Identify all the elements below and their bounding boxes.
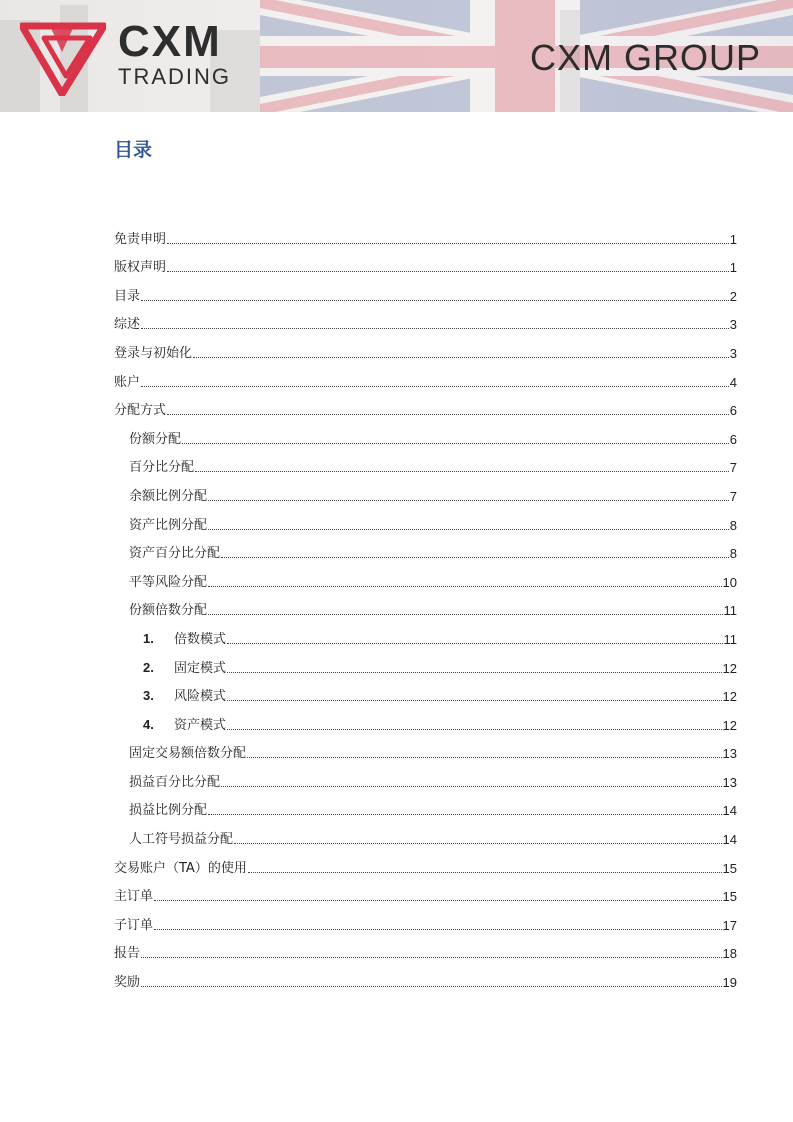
toc-entry-title xyxy=(129,775,220,791)
toc-entry-label: 百分比分配 xyxy=(129,460,195,476)
toc-entry-number: 3. xyxy=(143,688,154,704)
table-of-contents xyxy=(114,219,737,991)
toc-entry[interactable] xyxy=(114,362,737,391)
toc-entry[interactable] xyxy=(114,448,737,477)
dot-leader xyxy=(141,386,729,387)
toc-entry-page: 1 xyxy=(729,231,737,247)
toc-entry-title xyxy=(114,346,192,362)
toc-entry[interactable] xyxy=(114,333,737,362)
toc-entry-title xyxy=(114,946,140,962)
toc-entry-label: 免责申明 xyxy=(114,231,167,247)
toc-entry-number: 4. xyxy=(143,716,154,732)
toc-entry-label: 资产模式 xyxy=(174,717,227,733)
toc-entry-label: 奖励 xyxy=(114,975,141,991)
toc-entry[interactable] xyxy=(114,505,737,534)
toc-entry-label: 固定模式 xyxy=(174,660,227,676)
dot-leader xyxy=(208,586,722,587)
toc-entry-title xyxy=(114,918,153,934)
dot-leader xyxy=(227,729,722,730)
toc-entry-title xyxy=(129,518,207,534)
toc-entry-label: 风险模式 xyxy=(174,689,227,705)
toc-entry[interactable] xyxy=(114,276,737,305)
toc-entry-page: 6 xyxy=(729,431,737,447)
dot-leader xyxy=(227,700,722,701)
toc-entry-label: 平等风险分配 xyxy=(129,574,208,590)
toc-entry-number: 1. xyxy=(143,630,154,646)
toc-entry-title xyxy=(129,575,207,591)
toc-entry-page: 7 xyxy=(729,460,737,476)
dot-leader xyxy=(227,643,722,644)
toc-entry-page: 10 xyxy=(722,574,737,590)
dot-leader xyxy=(247,757,722,758)
toc-entry-title xyxy=(143,688,226,705)
dot-leader xyxy=(193,357,729,358)
dot-leader xyxy=(167,243,729,244)
toc-entry[interactable] xyxy=(114,934,737,963)
toc-entry-page: 8 xyxy=(729,546,737,562)
dot-leader xyxy=(195,471,729,472)
group-title: CXM GROUP xyxy=(529,37,761,78)
toc-entry-title xyxy=(114,232,166,248)
toc-entry-label: 交易账户（TA）的使用 xyxy=(114,860,247,876)
dot-leader xyxy=(141,328,729,329)
toc-entry-label: 报告 xyxy=(114,946,141,962)
toc-entry-label: 份额倍数分配 xyxy=(129,603,208,619)
toc-entry-title xyxy=(129,603,207,619)
toc-entry-page: 17 xyxy=(722,917,737,933)
toc-entry-label: 主订单 xyxy=(114,889,154,905)
toc-entry[interactable] xyxy=(114,534,737,563)
toc-entry-label: 资产比例分配 xyxy=(129,517,208,533)
dot-leader xyxy=(167,414,729,415)
cxm-logo-icon xyxy=(20,20,106,96)
toc-entry-page: 8 xyxy=(729,517,737,533)
toc-entry-page: 3 xyxy=(729,317,737,333)
toc-entry-title xyxy=(143,717,226,734)
toc-entry-page: 18 xyxy=(722,946,737,962)
toc-entry-label: 份额分配 xyxy=(129,431,182,447)
toc-entry[interactable] xyxy=(114,877,737,906)
toc-entry-title xyxy=(129,832,233,848)
dot-leader xyxy=(248,872,722,873)
toc-entry-page: 13 xyxy=(722,746,737,762)
toc-entry[interactable] xyxy=(114,562,737,591)
dot-leader xyxy=(208,614,722,615)
toc-entry-title xyxy=(143,660,226,677)
toc-entry[interactable] xyxy=(114,248,737,277)
dot-leader xyxy=(167,271,729,272)
toc-entry-title xyxy=(114,289,140,305)
toc-entry-page: 6 xyxy=(729,403,737,419)
toc-entry-page: 12 xyxy=(722,689,737,705)
toc-entry-page: 13 xyxy=(722,774,737,790)
toc-entry-title xyxy=(114,975,140,991)
toc-entry-title xyxy=(129,546,220,562)
dot-leader xyxy=(227,672,722,673)
toc-entry[interactable] xyxy=(114,619,737,648)
dot-leader xyxy=(154,929,722,930)
toc-entry-page: 2 xyxy=(729,288,737,304)
toc-entry[interactable] xyxy=(114,734,737,763)
toc-entry-title xyxy=(114,260,166,276)
toc-entry-title xyxy=(114,861,247,877)
toc-entry-label: 人工符号损益分配 xyxy=(129,832,234,848)
toc-entry-page: 14 xyxy=(722,803,737,819)
header-banner xyxy=(0,0,793,112)
toc-entry-page: 11 xyxy=(723,603,737,619)
logo-text-cxm: CXM xyxy=(118,17,222,66)
toc-entry-page: 12 xyxy=(722,660,737,676)
toc-entry-page: 14 xyxy=(722,832,737,848)
toc-entry[interactable] xyxy=(114,476,737,505)
toc-entry-page: 3 xyxy=(729,345,737,361)
toc-entry-page: 15 xyxy=(722,860,737,876)
toc-entry[interactable] xyxy=(114,591,737,620)
toc-entry-label: 损益比例分配 xyxy=(129,803,208,819)
toc-entry-page: 12 xyxy=(722,717,737,733)
toc-entry-label: 损益百分比分配 xyxy=(129,774,221,790)
dot-leader xyxy=(221,557,729,558)
toc-entry-label: 综述 xyxy=(114,317,141,333)
toc-entry-page: 4 xyxy=(729,374,737,390)
toc-entry-label: 固定交易额倍数分配 xyxy=(129,746,247,762)
toc-entry-label: 分配方式 xyxy=(114,403,167,419)
toc-entry-label: 子订单 xyxy=(114,917,154,933)
toc-entry[interactable] xyxy=(114,677,737,706)
toc-heading: 目录 xyxy=(114,139,153,161)
toc-entry-title xyxy=(129,803,207,819)
toc-entry-title xyxy=(129,460,194,476)
toc-entry-title xyxy=(143,631,226,648)
toc-entry[interactable] xyxy=(114,848,737,877)
toc-entry-title xyxy=(114,403,166,419)
dot-leader xyxy=(141,986,722,987)
dot-leader xyxy=(221,786,722,787)
dot-leader xyxy=(208,529,729,530)
toc-entry-label: 余额比例分配 xyxy=(129,488,208,504)
dot-leader xyxy=(141,300,729,301)
toc-entry-page: 7 xyxy=(729,488,737,504)
dot-leader xyxy=(208,500,729,501)
toc-entry[interactable] xyxy=(114,419,737,448)
toc-entry-label: 资产百分比分配 xyxy=(129,546,221,562)
toc-entry[interactable] xyxy=(114,305,737,334)
toc-entry-title xyxy=(114,317,140,333)
toc-entry-label: 版权声明 xyxy=(114,260,167,276)
toc-entry[interactable] xyxy=(114,819,737,848)
dot-leader xyxy=(208,814,722,815)
toc-entry[interactable] xyxy=(114,648,737,677)
toc-entry[interactable] xyxy=(114,219,737,248)
toc-entry-label: 账户 xyxy=(114,374,141,390)
logo-text-trading: TRADING xyxy=(118,64,231,89)
dot-leader xyxy=(141,957,722,958)
toc-entry-title xyxy=(114,889,153,905)
toc-entry[interactable] xyxy=(114,762,737,791)
toc-entry-page: 1 xyxy=(729,260,737,276)
toc-entry-title xyxy=(114,375,140,391)
toc-entry[interactable] xyxy=(114,905,737,934)
toc-entry-page: 19 xyxy=(722,975,737,991)
toc-entry-title xyxy=(129,432,181,448)
toc-entry-number: 2. xyxy=(143,659,154,675)
toc-entry-page: 11 xyxy=(723,631,737,647)
toc-entry[interactable] xyxy=(114,791,737,820)
toc-entry[interactable] xyxy=(114,962,737,991)
dot-leader xyxy=(234,843,722,844)
toc-entry-page: 15 xyxy=(722,889,737,905)
toc-entry-label: 登录与初始化 xyxy=(114,345,193,361)
toc-entry[interactable] xyxy=(114,705,737,734)
toc-entry-label: 倍数模式 xyxy=(174,631,227,647)
toc-entry-title xyxy=(129,746,246,762)
toc-entry-title xyxy=(129,489,207,505)
toc-entry[interactable] xyxy=(114,391,737,420)
dot-leader xyxy=(154,900,722,901)
toc-entry-label: 目录 xyxy=(114,288,141,304)
dot-leader xyxy=(182,443,729,444)
